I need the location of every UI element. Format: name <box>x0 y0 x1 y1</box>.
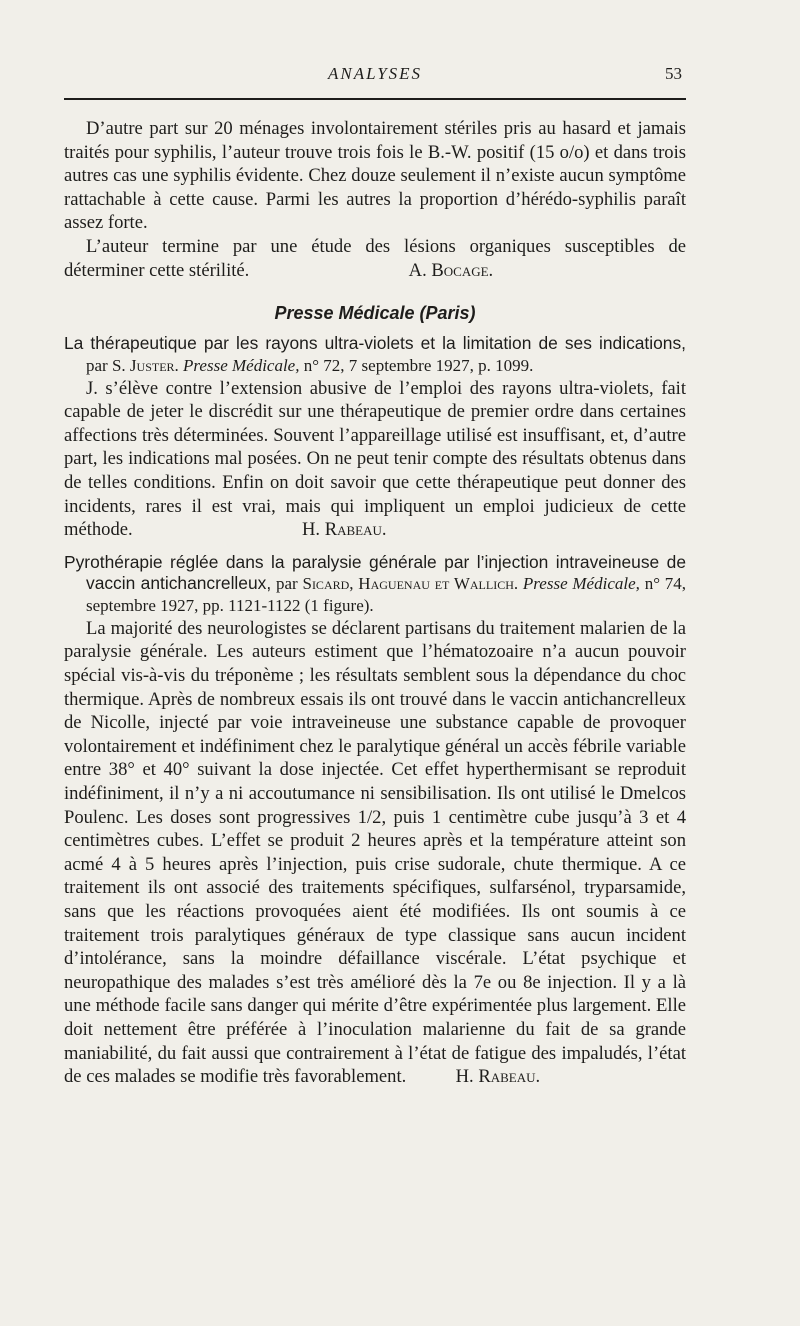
entry-2-by: par <box>275 574 298 594</box>
page-content <box>64 117 686 1089</box>
section-title: Presse Médicale (Paris) <box>274 303 476 324</box>
entry-2-title: Pyrothérapie réglée dans la paralysie générale par l’injection intraveineuse de vaccin antichancrelleux, <box>64 551 686 594</box>
entry-2-signature: H. Rabeau. <box>455 1066 541 1088</box>
entry-2-body <box>64 617 686 1089</box>
entry-2-heading <box>64 552 686 617</box>
entry-2-citation: n° 74, septembre 1927, pp. 1121-1122 (1 figure). <box>86 574 687 616</box>
paragraph-2-text: L’auteur termine par une étude des lésions organiques susceptibles de déterminer cette stérilité. <box>64 235 686 281</box>
entry-1-by: par <box>86 355 108 375</box>
running-title: ANALYSES <box>327 64 423 83</box>
entry-1-heading <box>64 333 686 376</box>
paragraph-2 <box>64 235 686 282</box>
entry-1-body <box>64 377 686 542</box>
entry-1-body-text: J. s’élève contre l’extension abusive de l’emploi des rayons ultra-violets, fait capable de jeter le discrédit sur une thérapeutique de premier ordre dans certaines affections très déterminées. Souvent l’appareillage utilisé est insuffisant, et, d’autre part, les indications mal posées. On ne peut tenir compte des résultats obtenus dans de telles conditions. Enfin on doit savoir que cette thérapeutique peut donner des incidents, rares il est vrai, mais qui impliquent un emploi judicieux de cette méthode. <box>64 377 686 541</box>
paragraph-1: D’autre part sur 20 ménages involontairement stériles pris au hasard et jamais traités pour syphilis, l’auteur trouve trois fois le B.-W. positif (15 o/o) et dans trois autres cas une syphilis évidente. Chez douze seulement il n’existe aucun symptôme rattachable à cette cause. Parmi les autres la proportion d’hérédo-syphilis paraît assez forte. <box>64 118 686 234</box>
entry-2-body-text: La majorité des neurologistes se déclarent partisans du traitement malarien de la paralysie générale. Les auteurs estiment que l’hématozoaire n’a aucun pouvoir spécial vis-à-vis du tréponème ; les résultats semblent sous la dépendance du choc thermique. Après de nombreux essais ils ont trouvé dans le vaccin antichancrelleux de Nicolle, injecté par voie intraveineuse une substance capable de provoquer volontairement et indéfiniment chez le paralytique général un accès fébrile variable entre 38° et 40° suivant la dose injectée. Cet effet hyperthermisant se reproduit indéfiniment, il n’y a ni accoutumance ni sensibilisation. Ils ont utilisé le Dmelcos Poulenc. Les doses sont progressives 1/2, puis 1 centimètre cube jusqu’à 3 et 4 centimètres cubes. L’effet se produit 2 heures après et la température atteint son acmé 4 à 5 heures après l’injection, puis crise sudorale, chute thermique. A ce traitement ils ont associé des traitements spécifiques, sulfarsénol, tryparsamide, sans que les réactions provoquées aient été modifiées. Ils ont soumis à ce traitement trois paralytiques généraux de type classique sans aucun incident d’intolérance, sans la moindre défaillance viscérale. L’état psychique et neuropathique des malades s’est très amélioré dès la 7e ou 8e injection. Il y a là une méthode facile sans danger qui mérite d’être expérimentée plus largement. Elle doit nettement être préférée à l’inoculation malarienne du fait de sa grande maniabilité, du fait aussi que contrairement à l’état de fatigue des impaludés, l’état de ces malades se modifie très favorablement. <box>64 617 686 1088</box>
entry-1-journal: Presse Médicale, <box>183 355 300 375</box>
signature-bocage: A. Bocage. <box>408 259 494 281</box>
entry-1-title: La thérapeutique par les rayons ultra-violets et la limitation de ses indications, <box>64 333 686 354</box>
entry-1-citation: n° 72, 7 septembre 1927, p. 1099. <box>303 355 534 375</box>
entry-2-authors: Sicard, Haguenau et Wallich. <box>302 574 519 594</box>
entry-2-journal: Presse Médicale, <box>522 574 640 594</box>
header-rule <box>64 98 686 100</box>
entry-1-signature: H. Rabeau. <box>302 519 387 541</box>
entry-1-author: S. Juster. <box>111 355 179 375</box>
page-number: 53 <box>665 64 682 83</box>
page-header <box>64 64 686 104</box>
